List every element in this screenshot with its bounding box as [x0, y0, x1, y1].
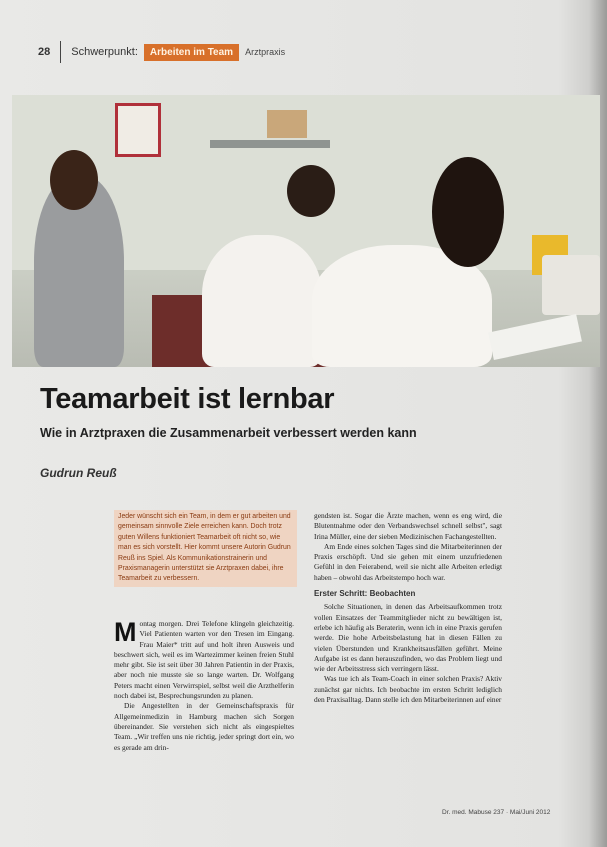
article-author: Gudrun Reuß: [40, 466, 117, 480]
article-photo: [12, 95, 600, 367]
photo-device: [542, 255, 600, 315]
article-title: Teamarbeit ist lernbar: [40, 383, 335, 415]
section-subheading: Erster Schritt: Beobachten: [314, 589, 416, 599]
body-paragraph: Die Angestellten in der Gemeinschaftspraxis für Allgemeinmedizin in Hamburg machen sich Sorgen übereinander. Sie verstehen sich nicht als eingespieltes Team. „Wir treffen uns nie richtig, jeder springt dort ein, wo es gerade am drin-: [114, 701, 294, 752]
photo-clipboard: [488, 314, 582, 360]
section-label: Schwerpunkt:: [71, 46, 138, 58]
body-column-2: [314, 511, 502, 705]
header-divider: [60, 41, 61, 63]
drop-cap: M: [114, 617, 137, 647]
body-paragraph: Was tue ich als Team-Coach in einer solchen Praxis? Aktiv zunächst gar nichts. Ich beobachte im ersten Schritt lediglich den Praxisalltag. Dann stelle ich den Mitarbeiterinnen auf einer: [314, 674, 502, 705]
subsection-label: Arztpraxis: [245, 47, 286, 57]
page-header: [38, 40, 285, 64]
article-intro: Jeder wünscht sich ein Team, in dem er gut arbeiten und gemeinsam sinnvolle Ziele erreichen kann. Doch trotz guten Willens funktioniert Teamarbeit oft nicht so, wie man es sich vorstellt. Hier kommt unsere Autorin Gudrun Reuß ins Spiel. Als Kommunikationstrainerin und Praxismanagerin unterstützt sie Arztpraxen dabei, ihre Teamarbeit zu verbessern.: [114, 510, 297, 587]
photo-hair: [432, 157, 504, 267]
page-footer: Dr. med. Mabuse 237 · Mai/Juni 2012: [442, 809, 551, 816]
photo-box: [267, 110, 307, 138]
photo-person-center: [202, 235, 322, 367]
body-paragraph: Am Ende eines solchen Tages sind die Mitarbeiterinnen der Praxis erschöpft. Und sie gehen mit einem unzufriedenen Gefühl in den Feierabend, weil sie nicht alle Arbeiten erledigt haben – obwohl das Arbeitstempo hoch war.: [314, 541, 502, 582]
photo-hair: [50, 150, 98, 210]
photo-shelf: [210, 140, 330, 148]
article-subtitle: Wie in Arztpraxen die Zusammenarbeit verbessert werden kann: [40, 426, 417, 440]
body-paragraph: gendsten ist. Sogar die Ärzte machen, wenn es eng wird, die Blutentnahme oder den Verbandswechsel schnell selbst", sagt Irina Müller, eine der sieben Medizinischen Fachangestellten.: [314, 511, 502, 541]
page-number: 28: [38, 46, 51, 58]
body-paragraph: Solche Situationen, in denen das Arbeitsaufkommen trotz vollen Einsatzes der Teammitglieder nicht zu bewältigen ist, erlebe ich häufig als Beraterin, wenn ich in eine Praxis gerufen werde. Die hohe Arbeitsbelastung hat in diesen Fällen zu vielen Überstunden und Krankheitsausfällen geführt. Meine Aufgabe ist es dann herauszufinden, wo das Problem liegt und wie der Arbeitsstress sich verringern lässt.: [314, 602, 502, 674]
photo-poster: [115, 103, 161, 157]
body-column-1: [114, 619, 294, 753]
body-paragraph: ontag morgen. Drei Telefone klingeln gleichzeitig. Viel Patienten warten vor den Tresen im Eingang. Frau Maier* tritt auf und holt ihren Ausweis und beschwert sich, weil es im Wartezimmer keinen freien Stuhl mehr gibt. Sie ist seit über 30 Jahren Patientin in der Praxis, aber noch nie musste sie so lange warten. Dr. Wolfgang Peters macht einen Verwirrspiel, selbst weil die Arzthelferin noch dabei ist, Besprechungsrunden zu planen.: [114, 619, 294, 701]
topic-tag: Arbeiten im Team: [144, 44, 239, 61]
photo-hair: [287, 165, 335, 217]
